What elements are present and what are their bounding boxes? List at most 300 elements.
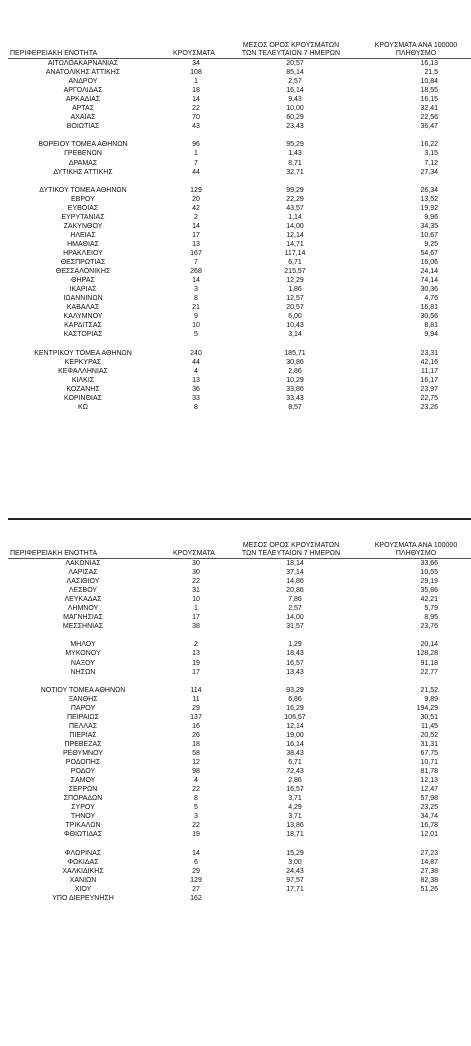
- seven-day-average-value: 185,71: [284, 349, 306, 357]
- cases-value: 14: [192, 277, 200, 285]
- table-row: [8, 276, 471, 285]
- region-name: ΞΑΝΘΗΣ: [68, 695, 98, 703]
- cases-per-100k-value: 20,52: [420, 731, 438, 739]
- region-name: ΘΕΣΠΡΩΤΙΑΣ: [60, 259, 106, 267]
- cases-value: 17: [192, 231, 200, 239]
- cases-value: 70: [192, 114, 200, 122]
- table-row: [8, 213, 471, 222]
- spacer-row: [8, 839, 471, 848]
- cases-value: 3: [194, 813, 198, 821]
- table-row: [8, 858, 471, 867]
- cases-value: 14: [192, 222, 200, 230]
- cases-value: 6: [194, 858, 198, 866]
- region-name: ΔΡΑΜΑΣ: [68, 159, 98, 167]
- cases-per-100k-value: 36,47: [420, 123, 438, 131]
- cases-per-100k-value: 82,38: [420, 876, 438, 884]
- table-row: [8, 59, 471, 68]
- cases-value: 8: [194, 403, 198, 411]
- region-name: ΚΑΒΑΛΑΣ: [66, 304, 100, 312]
- table-row: [8, 894, 471, 903]
- region-name: ΝΑΞΟΥ: [70, 659, 96, 667]
- region-name: ΤΡΙΚΑΛΩΝ: [65, 822, 101, 830]
- cases-value: 5: [194, 804, 198, 812]
- table-row: [8, 613, 471, 622]
- cases-per-100k-value: 23,31: [420, 349, 438, 357]
- spacer-row: [8, 631, 471, 640]
- region-name: ΠΑΡΟΥ: [70, 704, 96, 712]
- region-name: ΜΕΣΣΗΝΙΑΣ: [62, 623, 104, 631]
- table-row: [8, 367, 471, 376]
- seven-day-average-value: 12,57: [286, 295, 304, 303]
- table-row: [8, 330, 471, 339]
- cases-per-100k-value: 30,36: [420, 286, 438, 294]
- seven-day-average-value: 10,29: [286, 376, 304, 384]
- seven-day-average-value: 16,57: [286, 659, 304, 667]
- cases-per-100k-value: 12,13: [420, 777, 438, 785]
- cases-value: 108: [190, 69, 202, 77]
- table-row: [8, 86, 471, 95]
- cases-value: 26: [192, 731, 200, 739]
- region-name: ΠΡΕΒΕΖΑΣ: [64, 740, 102, 748]
- seven-day-average-value: 85,14: [286, 69, 304, 77]
- table-row: [8, 195, 471, 204]
- seven-day-average-value: 14,71: [286, 240, 304, 248]
- cases-per-100k-value: 32,41: [420, 105, 438, 113]
- table-row: [8, 376, 471, 385]
- cases-per-100k-value: 10,67: [420, 231, 438, 239]
- region-name: ΘΗΡΑΣ: [71, 277, 95, 285]
- table-row: [8, 149, 471, 158]
- region-name: ΚΑΡΔΙΤΣΑΣ: [64, 322, 102, 330]
- region-name: ΝΗΣΩΝ: [70, 668, 96, 676]
- cases-value: 162: [190, 894, 202, 902]
- region-name: ΗΛΕΙΑΣ: [70, 231, 96, 239]
- cases-per-100k-value: 13,52: [420, 195, 438, 203]
- header-cases-per-100k: [360, 42, 471, 58]
- cases-per-100k-value: 34,74: [420, 813, 438, 821]
- header-cases-per-100k: [360, 542, 471, 558]
- cases-per-100k-value: 23,76: [420, 623, 438, 631]
- cases-per-100k-value: 26,34: [420, 186, 438, 194]
- region-name: ΑΝΑΤΟΛΙΚΗΣ ΑΤΤΙΚΗΣ: [45, 69, 121, 77]
- table-row: [8, 159, 471, 168]
- cases-value: 167: [190, 249, 202, 257]
- cases-per-100k-value: 23,97: [420, 385, 438, 393]
- cases-value: 10: [192, 322, 200, 330]
- cases-per-100k-value: 23,26: [420, 403, 438, 411]
- table-row: [8, 885, 471, 894]
- seven-day-average-value: 43,57: [286, 204, 304, 212]
- cases-value: 18: [192, 740, 200, 748]
- region-name: ΠΕΛΛΑΣ: [68, 722, 98, 730]
- table-row: [8, 303, 471, 312]
- cases-value: 38: [192, 623, 200, 631]
- seven-day-average-value: 33,86: [286, 385, 304, 393]
- table-row: [8, 785, 471, 794]
- cases-per-100k-value: 8,81: [424, 322, 438, 330]
- table-row: [8, 222, 471, 231]
- covid-cases-table-part-1: [8, 30, 471, 412]
- seven-day-average-value: 8,57: [288, 403, 302, 411]
- cases-per-100k-value: 194,29: [416, 704, 438, 712]
- seven-day-average-value: 6,71: [288, 259, 302, 267]
- region-name: ΛΗΜΝΟΥ: [67, 605, 99, 613]
- cases-per-100k-value: 42,21: [420, 596, 438, 604]
- region-name: ΧΙΟΥ: [74, 885, 92, 893]
- cases-per-100k-value: 18,55: [420, 87, 438, 95]
- cases-value: 114: [190, 686, 202, 694]
- cases-per-100k-value: 23,25: [420, 804, 438, 812]
- table-row: [8, 321, 471, 330]
- region-name: ΦΩΚΙΔΑΣ: [67, 858, 99, 866]
- table-header: [8, 530, 471, 558]
- cases-per-100k-value: 16,17: [420, 376, 438, 384]
- table-row: [8, 231, 471, 240]
- seven-day-average-value: 95,29: [286, 141, 304, 149]
- table-header: [8, 30, 471, 58]
- cases-value: 2: [194, 641, 198, 649]
- cases-per-100k-value: 35,86: [420, 587, 438, 595]
- table-row: [8, 312, 471, 321]
- table-row: [8, 77, 471, 86]
- seven-day-average-value: 23,43: [286, 123, 304, 131]
- seven-day-average-value: 16,57: [286, 786, 304, 794]
- cases-per-100k-value: 11,45: [421, 722, 438, 730]
- region-name: ΛΑΡΙΣΑΣ: [68, 569, 98, 577]
- cases-per-100k-value: 3,15: [424, 150, 438, 158]
- cases-per-100k-value: 16,13: [420, 60, 438, 67]
- table-row: [8, 740, 471, 749]
- seven-day-average-value: 1,14: [288, 213, 302, 221]
- region-name: ΑΝΔΡΟΥ: [68, 78, 98, 86]
- region-name: ΙΚΑΡΙΑΣ: [69, 286, 97, 294]
- cases-per-100k-value: 34,35: [420, 222, 438, 230]
- region-name: ΠΕΙΡΑΙΩΣ: [67, 713, 99, 721]
- region-name: ΕΥΒΟΙΑΣ: [67, 204, 99, 212]
- spacer-row: [8, 339, 471, 348]
- cases-value: 22: [192, 786, 200, 794]
- seven-day-average-value: 17,71: [286, 885, 304, 893]
- seven-day-average-value: 106,57: [284, 713, 306, 721]
- cases-value: 34: [192, 60, 200, 67]
- table-row: [8, 68, 471, 77]
- seven-day-average-value: 2,57: [288, 78, 302, 86]
- header-avg-line-2: ΤΩΝ ΤΕΛΕΥΤΑΙΩΝ 7 ΗΜΕΡΩΝ: [241, 50, 341, 57]
- table-row: [8, 186, 471, 195]
- spacer-row: [8, 177, 471, 186]
- cases-per-100k-value: 81,78: [420, 768, 438, 776]
- cases-per-100k-value: 11,17: [421, 367, 438, 375]
- region-name: ΛΕΣΒΟΥ: [68, 587, 98, 595]
- spacer-row: [8, 131, 471, 140]
- region-name: ΡΟΔΟΠΗΣ: [65, 759, 101, 767]
- header-avg-line-1: ΜΕΣΟΣ ΟΡΟΣ ΚΡΟΥΣΜΑΤΩΝ: [242, 542, 340, 549]
- cases-value: 240: [190, 349, 202, 357]
- table-row: [8, 595, 471, 604]
- cases-per-100k-value: 8,95: [424, 614, 438, 622]
- cases-value: 11: [192, 695, 200, 703]
- region-name: ΚΑΛΥΜΝΟΥ: [63, 313, 103, 321]
- cases-per-100k-value: 29,19: [420, 578, 438, 586]
- region-name: ΦΘΙΩΤΙΔΑΣ: [63, 831, 103, 839]
- cases-value: 18: [192, 87, 200, 95]
- seven-day-average-value: 16,14: [286, 87, 304, 95]
- region-name: ΣΥΡΟΥ: [71, 804, 95, 812]
- region-name: ΧΑΛΚΙΔΙΚΗΣ: [62, 867, 104, 875]
- cases-per-100k-value: 30,56: [420, 313, 438, 321]
- cases-per-100k-value: 9,25: [424, 240, 438, 248]
- seven-day-average-value: 3,71: [288, 795, 302, 803]
- region-name: ΕΒΡΟΥ: [71, 195, 95, 203]
- seven-day-average-value: 2,57: [288, 605, 302, 613]
- cases-value: 268: [190, 268, 202, 276]
- seven-day-average-value: 10,00: [286, 105, 304, 113]
- cases-per-100k-value: 74,14: [420, 277, 438, 285]
- cases-per-100k-value: 67,75: [420, 749, 438, 757]
- region-name: ΖΑΚΥΝΘΟΥ: [63, 222, 103, 230]
- cases-per-100k-value: 21,52: [420, 686, 438, 694]
- seven-day-average-value: 215,57: [284, 268, 306, 276]
- region-name: ΣΠΟΡΑΔΩΝ: [63, 795, 103, 803]
- cases-value: 13: [192, 650, 200, 658]
- cases-per-100k-value: 16,15: [420, 96, 438, 104]
- cases-per-100k-value: 54,67: [420, 249, 438, 257]
- table-row: [8, 113, 471, 122]
- cases-per-100k-value: 14,87: [420, 858, 438, 866]
- region-name: ΜΥΚΟΝΟΥ: [65, 650, 101, 658]
- cases-value: 13: [192, 240, 200, 248]
- cases-value: 22: [192, 822, 200, 830]
- cases-per-100k-value: 22,75: [420, 394, 438, 402]
- cases-value: 2: [194, 213, 198, 221]
- cases-value: 12: [192, 759, 200, 767]
- table-row: [8, 722, 471, 731]
- seven-day-average-value: 19,00: [286, 731, 304, 739]
- seven-day-average-value: 16,14: [286, 740, 304, 748]
- seven-day-average-value: 10,43: [286, 322, 304, 330]
- table-bottom-rule: [8, 518, 471, 520]
- table-row: [8, 358, 471, 367]
- cases-per-100k-value: 42,16: [420, 358, 438, 366]
- cases-per-100k-value: 16,78: [420, 822, 438, 830]
- cases-value: 30: [192, 569, 200, 577]
- table-row: [8, 668, 471, 677]
- seven-day-average-value: 99,29: [286, 186, 304, 194]
- region-name: ΑΧΑΪΑΣ: [70, 114, 96, 122]
- cases-value: 20: [192, 195, 200, 203]
- cases-per-100k-value: 16,81: [420, 304, 438, 312]
- cases-value: 22: [192, 578, 200, 586]
- table-row: [8, 140, 471, 149]
- cases-per-100k-value: 91,18: [420, 659, 438, 667]
- header-avg-line-2: ΤΩΝ ΤΕΛΕΥΤΑΙΩΝ 7 ΗΜΕΡΩΝ: [241, 550, 341, 557]
- cases-value: 7: [194, 159, 198, 167]
- table-row: [8, 695, 471, 704]
- table-row: [8, 577, 471, 586]
- header-seven-day-average: [236, 542, 346, 558]
- seven-day-average-value: 13,86: [286, 822, 304, 830]
- region-name: ΠΙΕΡΙΑΣ: [69, 731, 97, 739]
- table-row: [8, 249, 471, 258]
- table-row: [8, 794, 471, 803]
- seven-day-average-value: 14,00: [286, 222, 304, 230]
- cases-value: 16: [192, 722, 200, 730]
- cases-value: 22: [192, 105, 200, 113]
- seven-day-average-value: 1,86: [288, 286, 302, 294]
- region-name: ΚΟΖΑΝΗΣ: [66, 385, 100, 393]
- cases-value: 33: [192, 394, 200, 402]
- seven-day-average-value: 3,14: [288, 331, 302, 339]
- header-per-line-2: ΠΛΗΘΥΣΜΟ: [395, 550, 437, 557]
- region-name: ΙΩΑΝΝΙΝΩΝ: [63, 295, 103, 303]
- cases-value: 7: [194, 259, 198, 267]
- cases-value: 36: [192, 385, 200, 393]
- table-row: [8, 267, 471, 276]
- table-row: [8, 776, 471, 785]
- table-row: [8, 758, 471, 767]
- region-name: ΛΑΚΩΝΙΑΣ: [65, 560, 101, 567]
- table-row: [8, 812, 471, 821]
- seven-day-average-value: 20,86: [286, 587, 304, 595]
- covid-cases-table-part-2: [8, 530, 471, 903]
- seven-day-average-value: 6,00: [288, 313, 302, 321]
- cases-value: 17: [192, 668, 200, 676]
- table-row: [8, 568, 471, 577]
- table-row: [8, 713, 471, 722]
- cases-value: 21: [192, 304, 200, 312]
- table-row: [8, 122, 471, 131]
- cases-value: 8: [194, 795, 198, 803]
- cases-per-100k-value: 20,14: [420, 641, 438, 649]
- region-name: ΦΛΩΡΙΝΑΣ: [64, 849, 102, 857]
- region-name: ΛΑΣΙΘΙΟΥ: [66, 578, 100, 586]
- table-row: [8, 821, 471, 830]
- cases-value: 29: [192, 704, 200, 712]
- table-row: [8, 385, 471, 394]
- seven-day-average-value: 20,57: [286, 60, 304, 67]
- region-name: ΔΥΤΙΚΗΣ ΑΤΤΙΚΗΣ: [53, 168, 113, 176]
- seven-day-average-value: 18,14: [286, 560, 304, 567]
- header-region: ΠΕΡΙΦΕΡΕΙΑΚΗ ΕΝΟΤΗΤΑ: [10, 550, 98, 557]
- cases-value: 29: [192, 867, 200, 875]
- seven-day-average-value: 3,71: [288, 813, 302, 821]
- cases-value: 58: [192, 749, 200, 757]
- cases-per-100k-value: 5,79: [424, 605, 438, 613]
- cases-value: 129: [190, 186, 202, 194]
- table-row: [8, 803, 471, 812]
- seven-day-average-value: 97,57: [286, 876, 304, 884]
- region-name: ΣΕΡΡΩΝ: [68, 786, 98, 794]
- cases-per-100k-value: 24,14: [420, 268, 438, 276]
- cases-per-100k-value: 4,76: [424, 295, 438, 303]
- cases-value: 8: [194, 295, 198, 303]
- seven-day-average-value: 20,57: [286, 304, 304, 312]
- seven-day-average-value: 60,29: [286, 114, 304, 122]
- cases-per-100k-value: 128,28: [416, 650, 438, 658]
- region-name: ΡΟΔΟΥ: [70, 768, 96, 776]
- seven-day-average-value: 14,86: [286, 578, 304, 586]
- cases-value: 9: [194, 313, 198, 321]
- table-row: [8, 559, 471, 568]
- table-row: [8, 640, 471, 649]
- cases-per-100k-value: 10,84: [420, 78, 438, 86]
- seven-day-average-value: 117,14: [284, 249, 306, 257]
- seven-day-average-value: 1,29: [288, 641, 302, 649]
- cases-value: 42: [192, 204, 200, 212]
- spacer-row: [8, 677, 471, 686]
- cases-value: 1: [194, 78, 198, 86]
- seven-day-average-value: 2,86: [288, 777, 302, 785]
- cases-value: 43: [192, 123, 200, 131]
- seven-day-average-value: 30,86: [286, 358, 304, 366]
- cases-per-100k-value: 33,66: [420, 560, 438, 567]
- cases-per-100k-value: 22,56: [420, 114, 438, 122]
- region-name: ΔΥΤΙΚΟΥ ΤΟΜΕΑ ΑΘΗΝΩΝ: [39, 186, 127, 194]
- region-name: ΚΕΝΤΡΙΚΟΥ ΤΟΜΕΑ ΑΘΗΝΩΝ: [34, 349, 132, 357]
- region-name: ΣΑΜΟΥ: [70, 777, 96, 785]
- cases-value: 137: [190, 713, 202, 721]
- table-row: [8, 649, 471, 658]
- region-name: ΡΕΘΥΜΝΟΥ: [62, 749, 103, 757]
- cases-value: 1: [194, 605, 198, 613]
- table-row: [8, 95, 471, 104]
- seven-day-average-value: 18,71: [286, 831, 304, 839]
- region-name: ΚΙΛΚΙΣ: [71, 376, 95, 384]
- header-per-line-1: ΚΡΟΥΣΜΑΤΑ ΑΝΑ 100000: [374, 42, 458, 49]
- seven-day-average-value: 12,14: [286, 722, 304, 730]
- cases-per-100k-value: 27,38: [420, 867, 438, 875]
- region-name: ΚΟΡΙΝΘΙΑΣ: [64, 394, 102, 402]
- table-row: [8, 830, 471, 839]
- cases-value: 44: [192, 168, 200, 176]
- cases-value: 17: [192, 614, 200, 622]
- cases-value: 31: [192, 587, 200, 595]
- cases-per-100k-value: 51,26: [420, 885, 438, 893]
- seven-day-average-value: 32,71: [286, 168, 304, 176]
- region-name: ΑΡΓΟΛΙΔΑΣ: [63, 87, 103, 95]
- header-per-line-1: ΚΡΟΥΣΜΑΤΑ ΑΝΑ 100000: [374, 542, 458, 549]
- seven-day-average-value: 14,00: [286, 614, 304, 622]
- table-body: [8, 58, 471, 412]
- seven-day-average-value: 12,29: [286, 277, 304, 285]
- table-row: [8, 731, 471, 740]
- cases-per-100k-value: 22,77: [420, 668, 438, 676]
- cases-per-100k-value: 7,12: [424, 159, 438, 167]
- seven-day-average-value: 16,29: [286, 704, 304, 712]
- table-row: [8, 604, 471, 613]
- seven-day-average-value: 37,14: [286, 569, 304, 577]
- cases-value: 98: [192, 768, 200, 776]
- cases-per-100k-value: 30,51: [420, 713, 438, 721]
- table-row: [8, 240, 471, 249]
- header-cases: ΚΡΟΥΣΜΑΤΑ: [173, 550, 215, 557]
- cases-per-100k-value: 10,71: [420, 759, 438, 767]
- table-row: [8, 349, 471, 358]
- region-name: ΤΗΝΟΥ: [70, 813, 96, 821]
- cases-value: 19: [192, 831, 200, 839]
- region-name: ΑΡΤΑΣ: [71, 105, 95, 113]
- cases-per-100k-value: 16,22: [420, 141, 438, 149]
- header-avg-line-1: ΜΕΣΟΣ ΟΡΟΣ ΚΡΟΥΣΜΑΤΩΝ: [242, 42, 340, 49]
- cases-value: 1: [194, 150, 198, 158]
- cases-per-100k-value: 9,96: [424, 213, 438, 221]
- cases-per-100k-value: 27,23: [420, 849, 438, 857]
- seven-day-average-value: 2,86: [288, 367, 302, 375]
- region-name: ΚΕΦΑΛΛΗΝΙΑΣ: [58, 367, 108, 375]
- cases-value: 14: [192, 96, 200, 104]
- table-body: [8, 558, 471, 903]
- seven-day-average-value: 72,43: [286, 768, 304, 776]
